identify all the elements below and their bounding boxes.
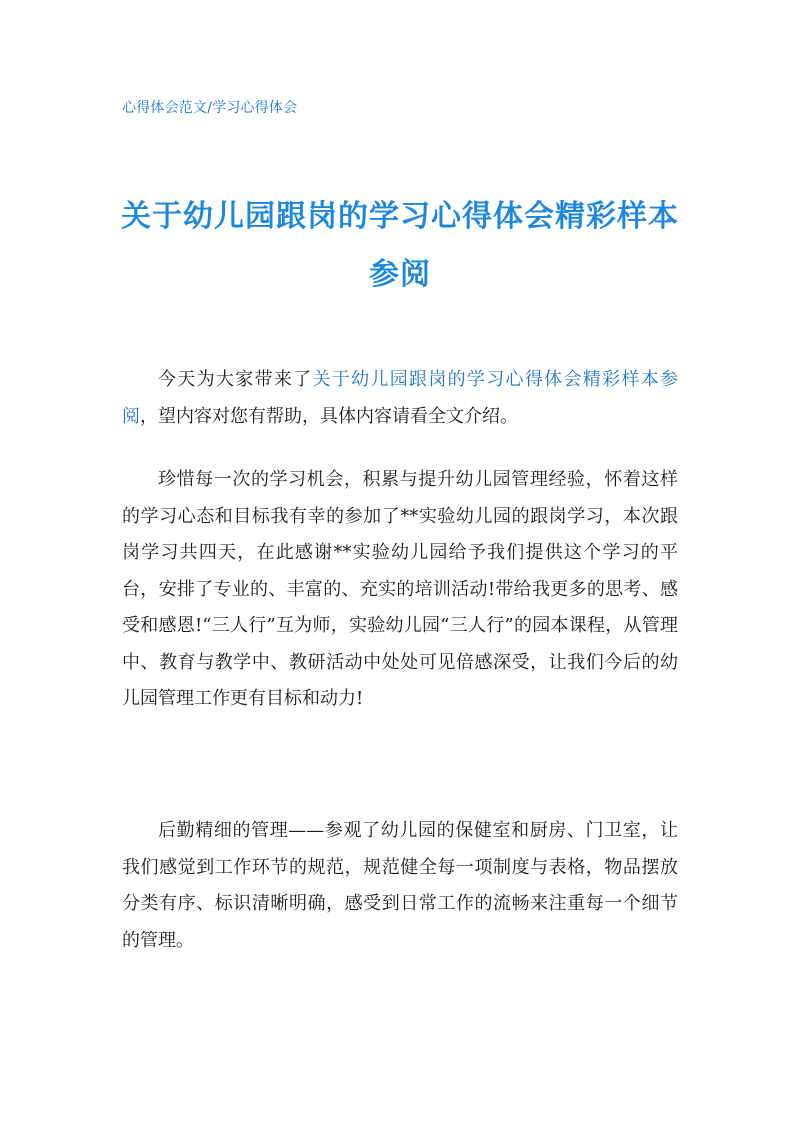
page-title: 关于幼儿园跟岗的学习心得体会精彩样本参阅	[121, 199, 679, 292]
intro-paragraph	[122, 362, 678, 435]
intro-text-before: 今天为大家带来了	[158, 369, 313, 390]
body-paragraph: 后勤精细的管理——参观了幼儿园的保健室和厨房、门卫室，让我们感觉到工作环节的规范，规范健全每一项制度与表格，物品摆放分类有序、标识清晰明确，感受到日常工作的流畅来注重每一个细节的管理。	[122, 820, 678, 951]
intro-text-after: ，望内容对您有帮助，具体内容请看全文介绍。	[140, 405, 518, 427]
breadcrumb[interactable]: 心得体会范文/学习心得体会	[122, 100, 298, 116]
body-paragraph: 珍惜每一次的学习机会，积累与提升幼儿园管理经验，怀着这样的学习心态和目标我有幸的参加了**实验幼儿园的跟岗学习，本次跟岗学习共四天，在此感谢**实验幼儿园给予我们提供这个学习的平台，安排了专业的、丰富的、充实的培训活动!带给我更多的思考、感受和感恩!“三人行”互为师，实验幼儿园“三人行”的园本课程，从管理中、教育与教学中、教研活动中处处可见倍感深受，让我们今后的幼儿园管理工作更有目标和动力!	[122, 469, 678, 709]
title-link[interactable]: 关于幼儿园跟岗的学习心得体会精彩样本参阅	[122, 369, 679, 427]
